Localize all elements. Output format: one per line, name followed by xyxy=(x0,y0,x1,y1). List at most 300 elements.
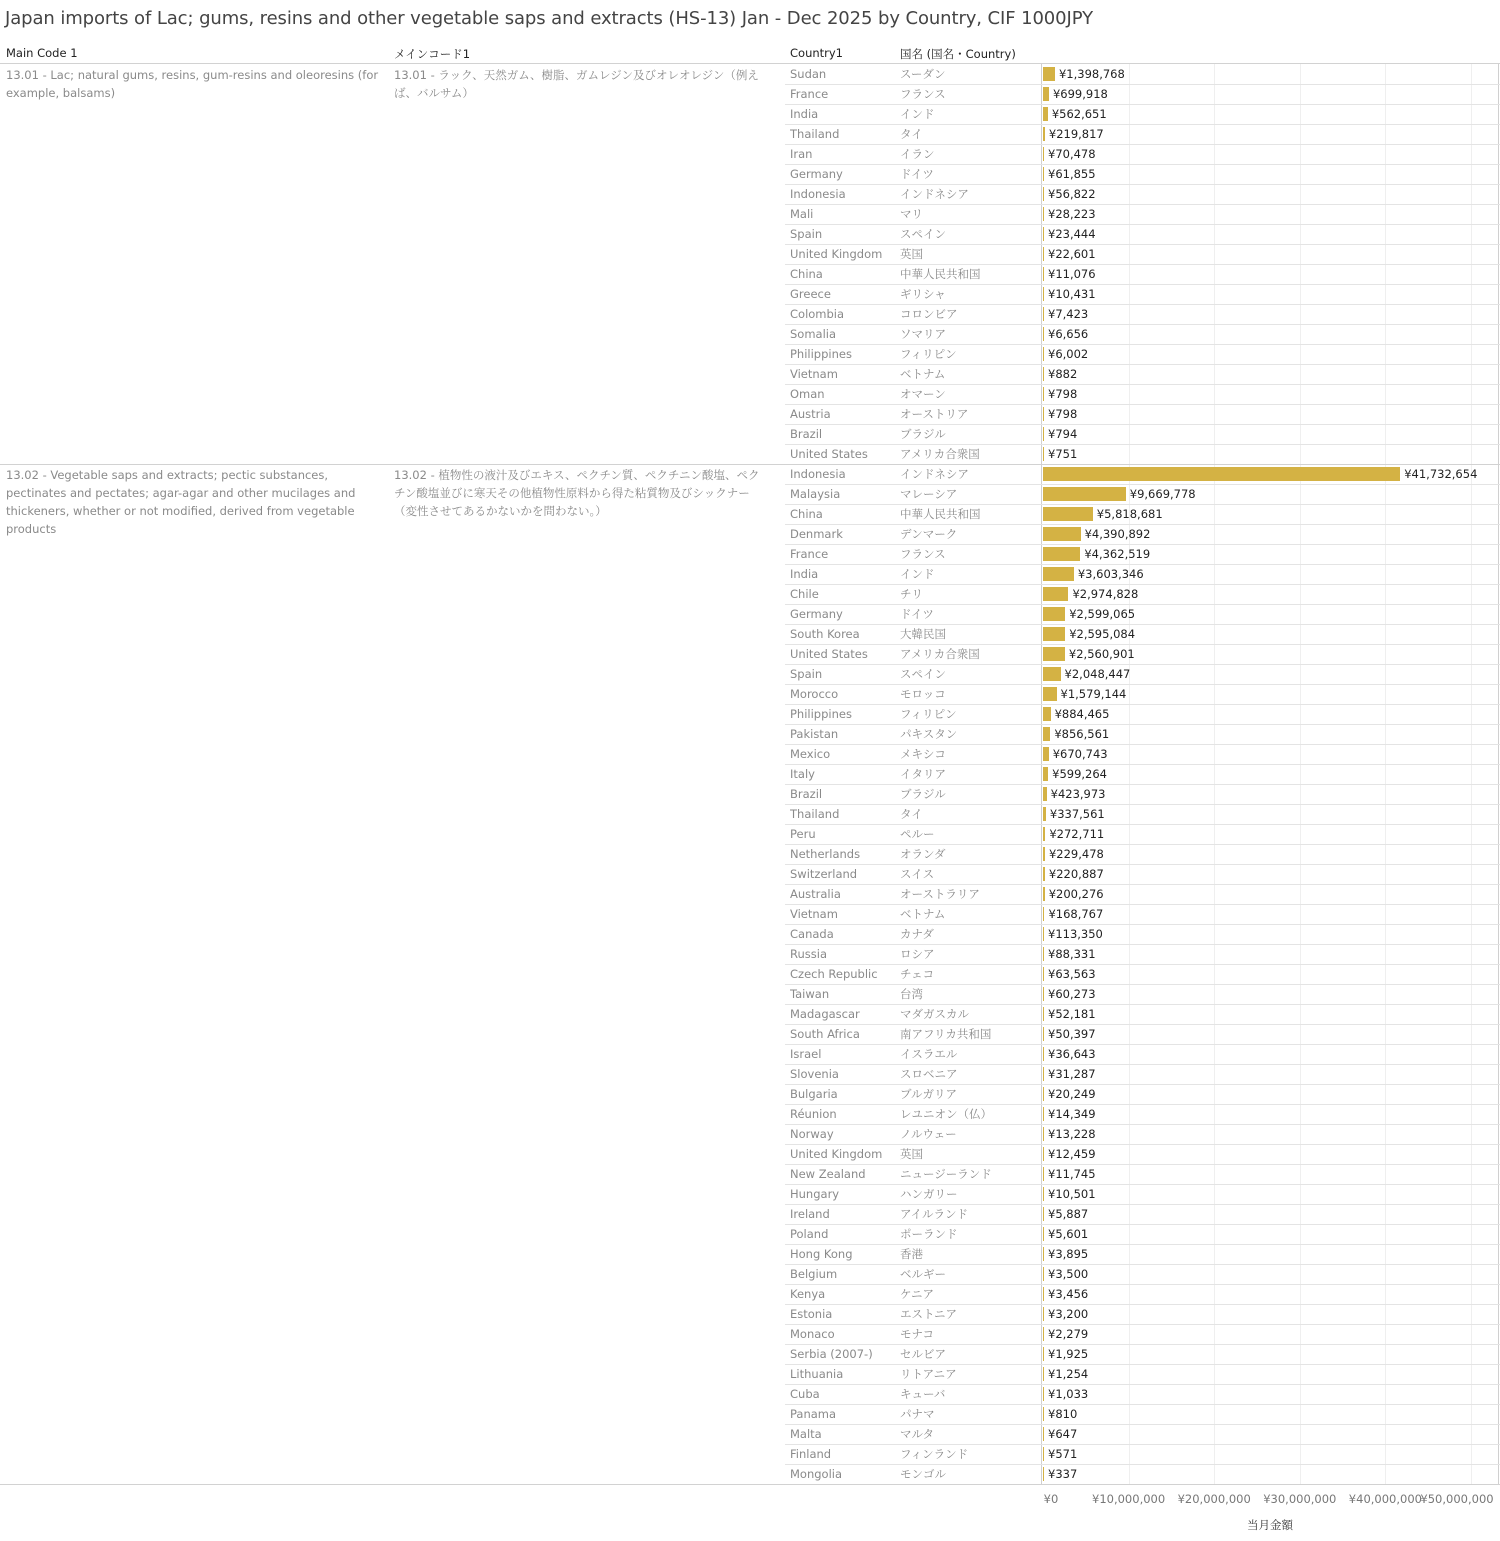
country-label-ja: 南アフリカ共和国 xyxy=(900,1027,992,1041)
group-divider xyxy=(0,464,1500,465)
x-tick-label: ¥10,000,000 xyxy=(1092,1492,1166,1506)
value-label: ¥63,563 xyxy=(1048,967,1096,981)
x-gridline xyxy=(1129,64,1130,1484)
country-label: Switzerland xyxy=(790,867,858,881)
bar[interactable] xyxy=(1043,467,1400,481)
country-label-ja: デンマーク xyxy=(900,527,958,541)
x-gridline xyxy=(1214,64,1215,1484)
country-label: Philippines xyxy=(790,347,852,361)
bar[interactable] xyxy=(1043,1127,1044,1141)
country-label: Kenya xyxy=(790,1287,826,1301)
value-label: ¥810 xyxy=(1048,1407,1078,1421)
country-label: Finland xyxy=(790,1447,832,1461)
country-label-ja: フィンランド xyxy=(900,1447,969,1461)
value-label: ¥56,822 xyxy=(1048,187,1096,201)
country-label: Ireland xyxy=(790,1207,830,1221)
value-label: ¥2,279 xyxy=(1048,1327,1089,1341)
country-label-ja: マリ xyxy=(900,207,923,221)
bar[interactable] xyxy=(1043,447,1044,461)
country-label: Serbia (2007-) xyxy=(790,1347,873,1361)
country-label-ja: エストニア xyxy=(900,1307,958,1321)
country-label: Netherlands xyxy=(790,847,861,861)
country-label: France xyxy=(790,547,829,561)
bar[interactable] xyxy=(1043,107,1048,121)
country-label: China xyxy=(790,507,823,521)
bar[interactable] xyxy=(1043,1287,1044,1301)
country-label: Réunion xyxy=(790,1107,837,1121)
x-gridline xyxy=(1300,64,1301,1484)
country-label-ja: スイス xyxy=(900,867,935,881)
value-label: ¥647 xyxy=(1048,1427,1078,1441)
country-label: India xyxy=(790,107,819,121)
bar[interactable] xyxy=(1043,507,1093,521)
bar[interactable] xyxy=(1043,607,1065,621)
value-label: ¥23,444 xyxy=(1048,227,1096,241)
country-label-ja: リトアニア xyxy=(900,1367,957,1381)
country-label-ja: ブラジル xyxy=(900,787,946,801)
bar[interactable] xyxy=(1043,187,1044,201)
value-label: ¥11,745 xyxy=(1048,1167,1096,1181)
bar[interactable] xyxy=(1043,807,1046,821)
bar[interactable] xyxy=(1043,1367,1044,1381)
value-label: ¥2,595,084 xyxy=(1069,627,1136,641)
country-label-ja: マルタ xyxy=(900,1427,935,1441)
header-country: Country1 xyxy=(790,46,844,60)
header-rule xyxy=(0,63,1500,64)
country-label-ja: インドネシア xyxy=(900,187,969,201)
country-label-ja: ドイツ xyxy=(900,607,934,621)
bar[interactable] xyxy=(1043,367,1044,381)
value-label: ¥7,423 xyxy=(1048,307,1089,321)
country-label-ja: 英国 xyxy=(900,1147,923,1161)
country-label: Chile xyxy=(790,587,819,601)
country-label: Peru xyxy=(790,827,816,841)
bar[interactable] xyxy=(1043,927,1044,941)
country-label: Austria xyxy=(790,407,831,421)
bar[interactable] xyxy=(1043,87,1049,101)
country-label-ja: カナダ xyxy=(900,927,934,941)
country-label-ja: モンゴル xyxy=(900,1467,946,1481)
value-label: ¥2,974,828 xyxy=(1072,587,1139,601)
bar[interactable] xyxy=(1043,1427,1044,1441)
country-label: Philippines xyxy=(790,707,852,721)
country-label: Mexico xyxy=(790,747,831,761)
country-label: China xyxy=(790,267,823,281)
country-label: Madagascar xyxy=(790,1007,860,1021)
country-label-ja: タイ xyxy=(900,807,923,821)
value-label: ¥856,561 xyxy=(1054,727,1110,741)
country-label-ja: ベトナム xyxy=(900,907,946,921)
bar[interactable] xyxy=(1043,527,1081,541)
country-label-ja: イタリア xyxy=(900,767,946,781)
country-label: United States xyxy=(790,447,868,461)
country-label-ja: ロシア xyxy=(900,947,935,961)
country-label: Slovenia xyxy=(790,1067,839,1081)
country-label: Canada xyxy=(790,927,834,941)
value-label: ¥88,331 xyxy=(1048,947,1096,961)
bar[interactable] xyxy=(1043,1087,1044,1101)
value-label: ¥220,887 xyxy=(1048,867,1104,881)
country-label: Denmark xyxy=(790,527,843,541)
value-label: ¥794 xyxy=(1048,427,1078,441)
value-label: ¥3,200 xyxy=(1048,1307,1089,1321)
value-label: ¥599,264 xyxy=(1052,767,1107,781)
bar[interactable] xyxy=(1043,767,1048,781)
x-tick-label: ¥50,000,000 xyxy=(1420,1492,1494,1506)
bar[interactable] xyxy=(1043,1307,1044,1321)
country-label-ja: ベルギー xyxy=(900,1267,946,1281)
country-label: Somalia xyxy=(790,327,837,341)
value-label: ¥5,601 xyxy=(1048,1227,1089,1241)
country-label: Morocco xyxy=(790,687,839,701)
country-label: Cuba xyxy=(790,1387,820,1401)
country-label-ja: フィリピン xyxy=(900,707,957,721)
country-label: Lithuania xyxy=(790,1367,844,1381)
bar[interactable] xyxy=(1043,667,1061,681)
country-label-ja: スペイン xyxy=(900,227,946,241)
country-label-ja: 中華人民共和国 xyxy=(900,507,981,521)
country-label: Czech Republic xyxy=(790,967,878,981)
country-label: Germany xyxy=(790,607,843,621)
header-main-code-ja: メインコード1 xyxy=(394,47,471,61)
bar[interactable] xyxy=(1043,167,1044,181)
bar[interactable] xyxy=(1043,147,1044,161)
bar[interactable] xyxy=(1043,867,1045,881)
bar[interactable] xyxy=(1043,1327,1044,1341)
country-label: Panama xyxy=(790,1407,837,1421)
country-label-ja: 英国 xyxy=(900,247,923,261)
country-label-ja: チリ xyxy=(900,587,923,601)
value-label: ¥272,711 xyxy=(1049,827,1105,841)
country-label-ja: タイ xyxy=(900,127,923,141)
value-label: ¥6,656 xyxy=(1048,327,1089,341)
country-label-ja: アメリカ合衆国 xyxy=(900,647,980,661)
country-label-ja: マダガスカル xyxy=(900,1007,969,1021)
value-label: ¥10,431 xyxy=(1048,287,1096,301)
country-label: Thailand xyxy=(790,807,840,821)
value-label: ¥36,643 xyxy=(1048,1047,1096,1061)
bar[interactable] xyxy=(1043,907,1044,921)
country-label-ja: スペイン xyxy=(900,667,946,681)
country-label: Indonesia xyxy=(790,467,846,481)
country-label-ja: インドネシア xyxy=(900,467,969,481)
country-label-ja: キューバ xyxy=(900,1387,946,1401)
country-label-ja: ケニア xyxy=(900,1287,935,1301)
country-label: United States xyxy=(790,647,868,661)
value-label: ¥4,390,892 xyxy=(1084,527,1151,541)
value-label: ¥28,223 xyxy=(1048,207,1096,221)
value-label: ¥571 xyxy=(1048,1447,1078,1461)
bar[interactable] xyxy=(1043,1267,1044,1281)
group-code: 13.01 - Lac; natural gums, resins, gum-resins and oleoresins (for example, balsams) xyxy=(6,68,379,100)
country-label-ja: ノルウェー xyxy=(900,1127,957,1141)
header-main-code: Main Code 1 xyxy=(6,46,78,60)
x-tick-label: ¥20,000,000 xyxy=(1177,1492,1251,1506)
country-label: Monaco xyxy=(790,1327,835,1341)
country-label: Belgium xyxy=(790,1267,838,1281)
bar[interactable] xyxy=(1043,1207,1044,1221)
bar[interactable] xyxy=(1043,1407,1044,1421)
country-label-ja: ポーランド xyxy=(900,1227,958,1241)
value-label: ¥699,918 xyxy=(1052,87,1108,101)
bar[interactable] xyxy=(1043,687,1057,701)
bar[interactable] xyxy=(1043,887,1045,901)
value-label: ¥3,603,346 xyxy=(1077,567,1144,581)
country-label-ja: ハンガリー xyxy=(900,1187,958,1201)
country-label-ja: アイルランド xyxy=(900,1207,968,1221)
bar[interactable] xyxy=(1043,1167,1044,1181)
country-label: Bulgaria xyxy=(790,1087,838,1101)
bar[interactable] xyxy=(1043,987,1044,1001)
bar[interactable] xyxy=(1043,487,1126,501)
value-label: ¥9,669,778 xyxy=(1129,487,1196,501)
bar[interactable] xyxy=(1043,747,1049,761)
value-label: ¥10,501 xyxy=(1048,1187,1096,1201)
country-label: Iran xyxy=(790,147,813,161)
country-label-ja: フランス xyxy=(900,547,946,561)
country-label: Estonia xyxy=(790,1307,833,1321)
value-label: ¥219,817 xyxy=(1048,127,1104,141)
country-label: India xyxy=(790,567,819,581)
value-label: ¥6,002 xyxy=(1048,347,1089,361)
chart-title: Japan imports of Lac; gums, resins and other vegetable saps and extracts (HS-13) Jan - Dec 2025 by Country, CIF 1000JPY xyxy=(5,8,1093,29)
bar[interactable] xyxy=(1043,647,1065,661)
plot-right-border xyxy=(1498,64,1499,1484)
bar[interactable] xyxy=(1043,1447,1044,1461)
bar[interactable] xyxy=(1043,407,1044,421)
x-axis-title: 当月金額 xyxy=(1247,1518,1293,1532)
country-label: Taiwan xyxy=(790,987,830,1001)
country-label-ja: ソマリア xyxy=(900,327,946,341)
bar[interactable] xyxy=(1043,967,1044,981)
value-label: ¥670,743 xyxy=(1052,747,1108,761)
bar[interactable] xyxy=(1043,847,1045,861)
value-label: ¥2,560,901 xyxy=(1068,647,1135,661)
country-label: Brazil xyxy=(790,427,823,441)
bar[interactable] xyxy=(1043,1387,1044,1401)
country-label: Greece xyxy=(790,287,831,301)
value-label: ¥337,561 xyxy=(1049,807,1105,821)
group-code: 13.02 - Vegetable saps and extracts; pectic substances, pectinates and pectates; agar-agar and other mucilages and thickeners, whether or not modified, derived from vegetable products xyxy=(6,468,356,536)
country-label-ja: パキスタン xyxy=(900,727,958,741)
value-label: ¥751 xyxy=(1048,447,1078,461)
bar[interactable] xyxy=(1043,287,1044,301)
country-label-ja: モロッコ xyxy=(900,687,946,701)
country-label: Israel xyxy=(790,1047,822,1061)
value-label: ¥60,273 xyxy=(1048,987,1096,1001)
bar[interactable] xyxy=(1043,1007,1044,1021)
bar[interactable] xyxy=(1043,67,1055,81)
value-label: ¥882 xyxy=(1048,367,1078,381)
value-label: ¥5,818,681 xyxy=(1096,507,1163,521)
bar[interactable] xyxy=(1043,247,1044,261)
country-label-ja: ブラジル xyxy=(900,427,946,441)
country-label-ja: スーダン xyxy=(900,67,946,81)
country-label: Colombia xyxy=(790,307,845,321)
bar[interactable] xyxy=(1043,1187,1044,1201)
country-label: Hungary xyxy=(790,1187,840,1201)
country-label-ja: ペルー xyxy=(900,827,935,841)
value-label: ¥337 xyxy=(1048,1467,1078,1481)
bar[interactable] xyxy=(1043,627,1065,641)
country-label-ja: メキシコ xyxy=(900,747,946,761)
value-label: ¥14,349 xyxy=(1048,1107,1096,1121)
bar[interactable] xyxy=(1043,347,1044,361)
plot-left-border xyxy=(1041,64,1042,1484)
value-label: ¥798 xyxy=(1048,387,1078,401)
country-label: Vietnam xyxy=(790,907,838,921)
bar[interactable] xyxy=(1043,1107,1044,1121)
x-tick-label: ¥30,000,000 xyxy=(1263,1492,1337,1506)
country-label-ja: ベトナム xyxy=(900,367,946,381)
x-tick-label: ¥0 xyxy=(1043,1492,1059,1506)
value-label: ¥20,249 xyxy=(1048,1087,1096,1101)
country-label: United Kingdom xyxy=(790,247,883,261)
country-label-ja: アメリカ合衆国 xyxy=(900,447,980,461)
country-label: Mongolia xyxy=(790,1467,843,1481)
country-label-ja: コロンビア xyxy=(900,307,958,321)
value-label: ¥41,732,654 xyxy=(1404,467,1478,481)
header-country-ja: 国名 (国名・Country) xyxy=(900,47,1016,61)
country-label-ja: オーストラリア xyxy=(900,887,980,901)
value-label: ¥50,397 xyxy=(1048,1027,1096,1041)
bar[interactable] xyxy=(1043,387,1044,401)
value-label: ¥3,500 xyxy=(1048,1267,1089,1281)
country-label-ja: ニュージーランド xyxy=(900,1167,992,1181)
value-label: ¥2,599,065 xyxy=(1069,607,1136,621)
group-code-ja: 13.02 - 植物性の液汁及びエキス、ペクチン質、ペクチニン酸塩、ペクチン酸塩並びに寒天その他植物性原料から得た粘質物及びシックナー（変性させてあるかないかを問わない。） xyxy=(394,468,760,518)
country-label: Mali xyxy=(790,207,814,221)
country-label-ja: フィリピン xyxy=(900,347,957,361)
country-label-ja: 大韓民国 xyxy=(900,627,946,641)
country-label-ja: パナマ xyxy=(900,1407,935,1421)
bar[interactable] xyxy=(1043,727,1050,741)
x-gridline xyxy=(1471,64,1472,1484)
value-label: ¥3,895 xyxy=(1048,1247,1089,1261)
bar[interactable] xyxy=(1043,1467,1044,1481)
bar[interactable] xyxy=(1043,547,1080,561)
value-label: ¥1,579,144 xyxy=(1060,687,1127,701)
value-label: ¥200,276 xyxy=(1048,887,1104,901)
value-label: ¥1,033 xyxy=(1048,1387,1089,1401)
country-label-ja: イラン xyxy=(900,147,935,161)
bar[interactable] xyxy=(1043,307,1044,321)
value-label: ¥52,181 xyxy=(1048,1007,1096,1021)
country-label-ja: チェコ xyxy=(900,967,935,981)
country-label: France xyxy=(790,87,829,101)
country-label-ja: 台湾 xyxy=(900,987,923,1001)
bar[interactable] xyxy=(1043,587,1068,601)
value-label: ¥113,350 xyxy=(1048,927,1103,941)
value-label: ¥3,456 xyxy=(1048,1287,1089,1301)
country-label-ja: ブルガリア xyxy=(900,1087,958,1101)
country-label: Oman xyxy=(790,387,825,401)
country-label: Russia xyxy=(790,947,827,961)
value-label: ¥5,887 xyxy=(1048,1207,1089,1221)
country-label: Indonesia xyxy=(790,187,846,201)
bar[interactable] xyxy=(1043,827,1045,841)
country-label: Poland xyxy=(790,1227,829,1241)
bar[interactable] xyxy=(1043,1247,1044,1261)
country-label: South Korea xyxy=(790,627,860,641)
country-label: Malta xyxy=(790,1427,822,1441)
group-divider xyxy=(0,1484,1500,1485)
country-label-ja: オマーン xyxy=(900,387,946,401)
country-label: Spain xyxy=(790,667,823,681)
x-tick-label: ¥40,000,000 xyxy=(1348,1492,1422,1506)
value-label: ¥423,973 xyxy=(1050,787,1106,801)
bar[interactable] xyxy=(1043,427,1044,441)
country-label-ja: ドイツ xyxy=(900,167,934,181)
country-label-ja: レユニオン（仏） xyxy=(900,1107,992,1121)
country-label-ja: オーストリア xyxy=(900,407,969,421)
bar[interactable] xyxy=(1043,207,1044,221)
value-label: ¥884,465 xyxy=(1054,707,1110,721)
country-label-ja: フランス xyxy=(900,87,946,101)
country-label: Malaysia xyxy=(790,487,841,501)
value-label: ¥1,925 xyxy=(1048,1347,1089,1361)
bar[interactable] xyxy=(1043,947,1044,961)
bar[interactable] xyxy=(1043,1047,1044,1061)
value-label: ¥11,076 xyxy=(1048,267,1096,281)
country-label: Germany xyxy=(790,167,843,181)
country-label: Brazil xyxy=(790,787,823,801)
country-label: Hong Kong xyxy=(790,1247,853,1261)
bar[interactable] xyxy=(1043,267,1044,281)
bar[interactable] xyxy=(1043,1227,1044,1241)
country-label-ja: マレーシア xyxy=(900,487,958,501)
country-label-ja: セルビア xyxy=(900,1347,946,1361)
value-label: ¥70,478 xyxy=(1048,147,1096,161)
country-label-ja: 中華人民共和国 xyxy=(900,267,981,281)
bar[interactable] xyxy=(1043,1027,1044,1041)
value-label: ¥61,855 xyxy=(1048,167,1096,181)
country-label: United Kingdom xyxy=(790,1147,883,1161)
country-label-ja: イスラエル xyxy=(900,1047,958,1061)
country-label-ja: スロベニア xyxy=(900,1067,958,1081)
bar[interactable] xyxy=(1043,1347,1044,1361)
value-label: ¥1,254 xyxy=(1048,1367,1089,1381)
value-label: ¥1,398,768 xyxy=(1058,67,1125,81)
bar[interactable] xyxy=(1043,327,1044,341)
bar[interactable] xyxy=(1043,707,1051,721)
country-label: Australia xyxy=(790,887,841,901)
value-label: ¥562,651 xyxy=(1051,107,1107,121)
value-label: ¥168,767 xyxy=(1048,907,1104,921)
value-label: ¥4,362,519 xyxy=(1084,547,1151,561)
country-label-ja: 香港 xyxy=(900,1247,923,1261)
country-label: South Africa xyxy=(790,1027,860,1041)
country-label-ja: モナコ xyxy=(900,1327,935,1341)
value-label: ¥12,459 xyxy=(1048,1147,1096,1161)
country-label: Vietnam xyxy=(790,367,838,381)
bar[interactable] xyxy=(1043,1147,1044,1161)
bar[interactable] xyxy=(1043,1067,1044,1081)
country-label: Thailand xyxy=(790,127,840,141)
country-label-ja: ギリシャ xyxy=(900,287,946,301)
bar[interactable] xyxy=(1043,567,1074,581)
country-label: New Zealand xyxy=(790,1167,866,1181)
country-label: Spain xyxy=(790,227,823,241)
value-label: ¥31,287 xyxy=(1048,1067,1096,1081)
country-label-ja: インド xyxy=(900,107,935,121)
x-gridline xyxy=(1385,64,1386,1484)
bar[interactable] xyxy=(1043,227,1044,241)
value-label: ¥13,228 xyxy=(1048,1127,1096,1141)
country-label: Pakistan xyxy=(790,727,839,741)
bar[interactable] xyxy=(1043,127,1045,141)
bar[interactable] xyxy=(1043,787,1047,801)
